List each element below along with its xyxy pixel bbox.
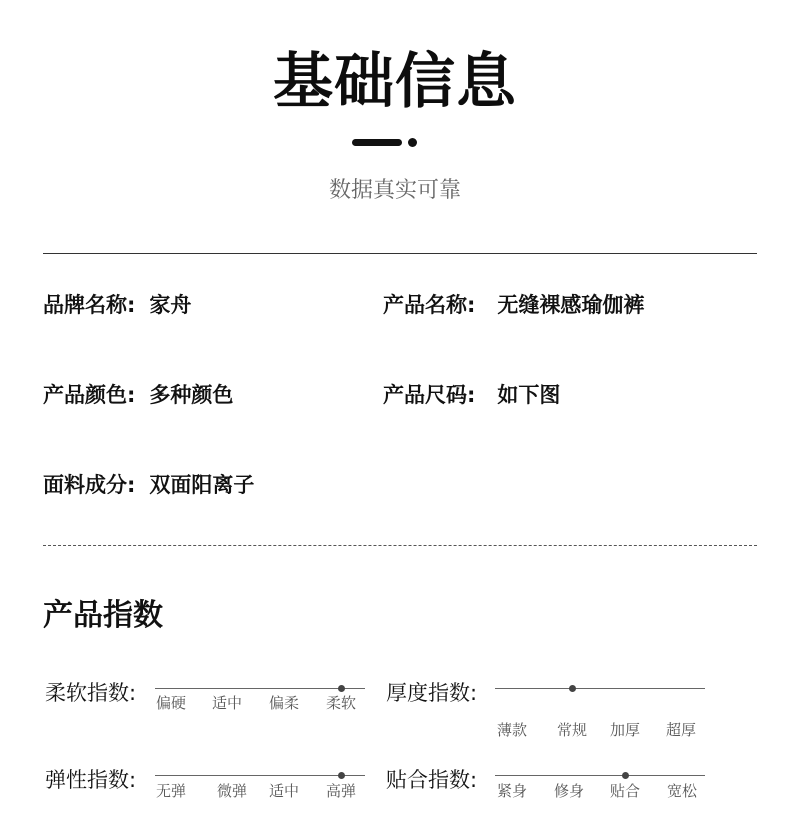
info-size-value: 如下图 <box>497 383 561 407</box>
fit-index-knob <box>622 772 629 779</box>
title-underline-mark <box>352 138 422 148</box>
thickness-index-option: 加厚 <box>610 721 641 739</box>
elasticity-index-track <box>155 775 365 776</box>
softness-index-option: 偏柔 <box>269 694 300 712</box>
fit-index <box>386 766 706 816</box>
info-product-name-label: 产品名称: <box>383 293 476 317</box>
underline-dot <box>408 138 417 147</box>
fit-index-option: 宽松 <box>667 782 698 800</box>
info-fabric-value: 双面阳离子 <box>149 473 255 497</box>
elasticity-index-label: 弹性指数: <box>45 768 137 792</box>
elasticity-index-option: 无弹 <box>156 782 187 800</box>
info-color-label: 产品颜色: <box>43 383 136 407</box>
info-fabric <box>43 471 254 499</box>
info-size <box>383 381 560 409</box>
info-product-name <box>383 291 644 319</box>
elasticity-index-knob <box>338 772 345 779</box>
softness-index-knob <box>338 685 345 692</box>
info-size-label: 产品尺码: <box>383 383 476 407</box>
elasticity-index-option: 适中 <box>269 782 300 800</box>
elasticity-index-option: 高弹 <box>326 782 357 800</box>
elasticity-index <box>45 766 365 816</box>
fit-index-label: 贴合指数: <box>386 768 478 792</box>
thickness-index-track <box>495 688 705 689</box>
softness-index-option: 偏硬 <box>156 694 187 712</box>
info-brand-label: 品牌名称: <box>43 293 136 317</box>
fit-index-option: 紧身 <box>497 782 528 800</box>
elasticity-index-option: 微弹 <box>217 782 248 800</box>
thickness-index-option: 超厚 <box>666 721 697 739</box>
softness-index-track <box>155 688 365 689</box>
thickness-index <box>386 679 706 744</box>
info-color <box>43 381 233 409</box>
info-brand-value: 家舟 <box>149 293 192 317</box>
softness-index-option: 适中 <box>212 694 243 712</box>
fit-index-track <box>495 775 705 776</box>
softness-index <box>45 679 365 729</box>
thickness-index-label: 厚度指数: <box>386 681 478 705</box>
fit-index-option: 贴合 <box>610 782 641 800</box>
page-subtitle: 数据真实可靠 <box>328 178 461 203</box>
info-color-value: 多种颜色 <box>149 383 234 407</box>
fit-index-option: 修身 <box>554 782 585 800</box>
thickness-index-option: 常规 <box>557 721 588 739</box>
page-title: 基础信息 <box>273 47 517 117</box>
info-fabric-label: 面料成分: <box>43 473 136 497</box>
softness-index-option: 柔软 <box>326 694 357 712</box>
softness-index-label: 柔软指数: <box>45 681 137 705</box>
thickness-index-option: 薄款 <box>497 721 528 739</box>
section-divider <box>43 253 757 254</box>
info-product-name-value: 无缝裸感瑜伽裤 <box>497 293 645 317</box>
thickness-index-knob <box>569 685 576 692</box>
dashed-divider <box>43 545 757 546</box>
info-brand <box>43 291 191 319</box>
underline-bar <box>352 139 402 146</box>
indices-title: 产品指数 <box>43 598 163 633</box>
